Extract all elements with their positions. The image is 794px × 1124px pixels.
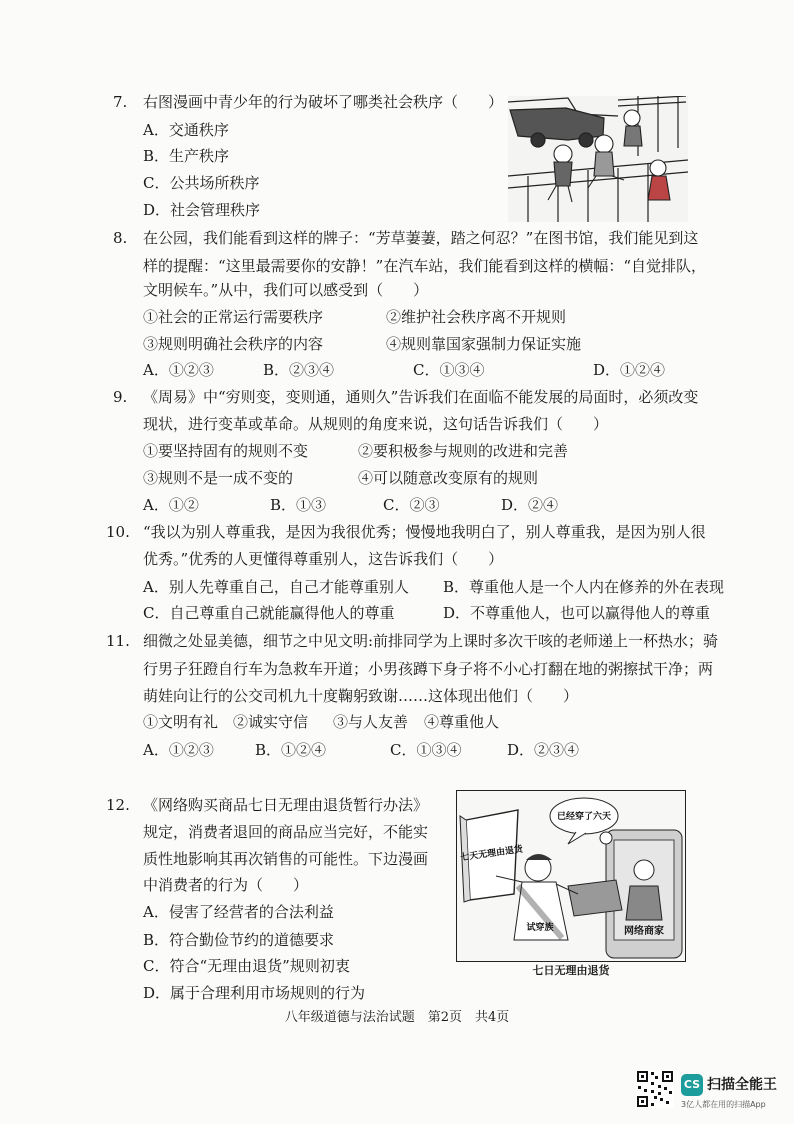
q12-stem-line-3: 质性地影响其再次销售的可能性。下边漫画 (143, 850, 429, 868)
q8-stem-line-1: 在公园，我们能看到这样的牌子：“芳草萋萋，踏之何忍？”在图书馆，我们能见到这 (143, 229, 699, 247)
q8-option-a: A．①②③ (143, 361, 214, 379)
q12-cartoon-caption: 七日无理由退货 (532, 964, 610, 977)
q9-item-4: ④可以随意改变原有的规则 (358, 469, 539, 487)
q8-option-c: C．①③④ (413, 361, 485, 379)
q12-cartoon-sign-text: 七天无理由退货 (459, 844, 524, 864)
q12-cartoon-bubble-text: 已经穿了六天 (556, 812, 612, 822)
q12-cartoon-image (456, 790, 686, 962)
q8-option-b: B．②③④ (263, 361, 335, 379)
q11-stem-line-2: 行男子狂蹬自行车为急救车开道；小男孩蹲下身子将不小心打翻在地的粥擦拭干净；两 (143, 660, 714, 678)
q11-number: 11. (106, 632, 130, 650)
q11-item-1: ①文明有礼 (143, 713, 219, 731)
q7-cartoon-image (508, 96, 688, 222)
q7-stem: 右图漫画中青少年的行为破坏了哪类社会秩序（ ） (143, 93, 504, 111)
q10-option-d: D．不尊重他人，也可以赢得他人的尊重 (443, 604, 711, 622)
q8-item-1: ①社会的正常运行需要秩序 (143, 308, 324, 326)
q12-option-d: D．属于合理利用市场规则的行为 (143, 984, 366, 1002)
q12-stem-line-4: 中消费者的行为（ ） (143, 876, 309, 894)
q8-number: 8. (113, 229, 128, 247)
q9-option-c: C．②③ (383, 496, 440, 514)
q11-item-4: ④尊重他人 (424, 713, 500, 731)
q12-option-a: A．侵害了经营者的合法利益 (143, 903, 334, 921)
q9-stem-line-1: 《周易》中“穷则变，变则通，通则久”告诉我们在面临不能发展的局面时，必须改变 (143, 388, 699, 406)
q11-item-3: ③与人友善 (333, 713, 409, 731)
q9-item-2: ②要积极参与规则的改进和完善 (358, 442, 569, 460)
q10-stem-line-2: 优秀。”优秀的人更懂得尊重别人，这告诉我们（ ） (143, 550, 504, 568)
q8-stem-line-2: 样的提醒：“这里最需要你的安静！”在汽车站，我们能看到这样的横幅：“自觉排队， (143, 257, 707, 275)
q12-option-c: C．符合“无理由退货”规则初衷 (143, 957, 350, 975)
scanner-app-name: 扫描全能王 (707, 1077, 777, 1093)
q8-option-d: D．①②④ (593, 361, 666, 379)
q7-option-c: C．公共场所秩序 (143, 174, 260, 192)
q9-option-a: A．①② (143, 496, 199, 514)
q12-number: 12. (106, 796, 130, 814)
q10-option-b: B．尊重他人是一个人内在修养的外在表现 (443, 578, 725, 596)
q12-cartoon-sash-text: 试穿族 (526, 923, 554, 933)
q10-option-a: A．别人先尊重自己，自己才能尊重别人 (143, 578, 409, 596)
q11-stem-line-1: 细微之处显美德，细节之中见文明:前排同学为上课时多次干咳的老师递上一杯热水；骑 (143, 632, 719, 650)
q11-item-2: ②诚实守信 (233, 713, 309, 731)
q12-stem-line-1: 《网络购买商品七日无理由退货暂行办法》 (143, 796, 429, 814)
q11-option-b: B．①②④ (255, 741, 327, 759)
q9-item-1: ①要坚持固有的规则不变 (143, 442, 309, 460)
q9-option-b: B．①③ (270, 496, 327, 514)
page-footer: 八年级道德与法治试题 第2页 共4页 (284, 1010, 510, 1025)
q8-stem-line-3: 文明候车。”从中，我们可以感受到（ ） (143, 281, 429, 299)
q11-option-d: D．②③④ (507, 741, 580, 759)
q11-option-c: C．①③④ (390, 741, 462, 759)
q8-item-2: ②维护社会秩序离不开规则 (386, 308, 567, 326)
q9-item-3: ③规则不是一成不变的 (143, 469, 294, 487)
qr-code-image (636, 1070, 674, 1108)
q9-number: 9. (113, 388, 128, 406)
q12-cartoon-shop-text: 网络商家 (624, 926, 664, 937)
q10-option-c: C．自己尊重自己就能赢得他人的尊重 (143, 604, 395, 622)
q11-option-a: A．①②③ (143, 741, 214, 759)
q10-stem-line-1: “我以为别人尊重我，是因为我很优秀；慢慢地我明白了，别人尊重我，是因为别人很 (143, 523, 706, 541)
q8-item-4: ④规则靠国家强制力保证实施 (386, 335, 582, 353)
q10-number: 10. (106, 523, 130, 541)
q12-option-b: B．符合勤俭节约的道德要求 (143, 931, 335, 949)
q8-item-3: ③规则明确社会秩序的内容 (143, 335, 324, 353)
scanner-tagline: 3亿人都在用的扫描App (681, 1100, 766, 1109)
q9-stem-line-2: 现状，进行变革或革命。从规则的角度来说，这句话告诉我们（ ） (143, 415, 609, 433)
q7-option-d: D．社会管理秩序 (143, 201, 261, 219)
q7-option-a: A．交通秩序 (143, 121, 229, 139)
q11-stem-line-3: 萌娃向让行的公交司机九十度鞠躬致谢……这体现出他们（ ） (143, 687, 579, 705)
q7-option-b: B．生产秩序 (143, 147, 230, 165)
q9-option-d: D．②④ (501, 496, 559, 514)
q12-stem-line-2: 规定，消费者退回的商品应当完好，不能实 (143, 823, 429, 841)
q7-number: 7. (113, 93, 128, 111)
scanner-logo-badge: CS (681, 1074, 703, 1096)
